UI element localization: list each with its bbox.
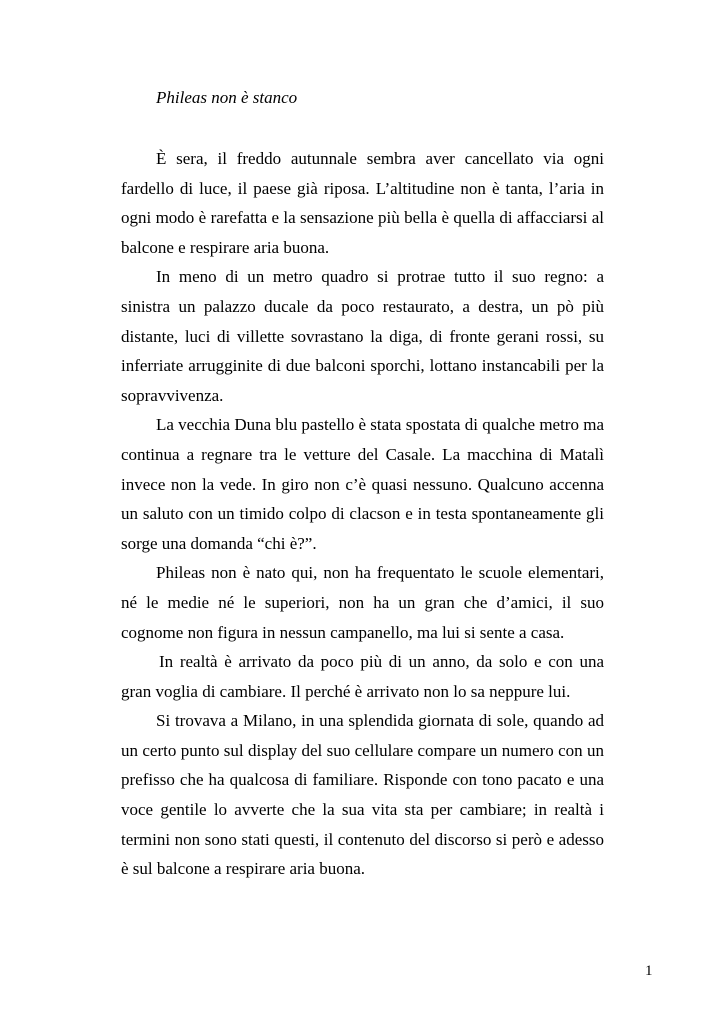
paragraph: Phileas non è nato qui, non ha frequentato le scuole elementari, né le medie né le superiori, non ha un gran che d’amici, il suo cognome non figura in nessun campanello, ma lui si sente a casa. <box>121 563 604 642</box>
chapter-title: Phileas non è stanco <box>156 88 298 107</box>
paragraph: È sera, il freddo autunnale sembra aver cancellato via ogni fardello di luce, il paese già riposa. L’altitudine non è tanta, l’aria in ogni modo è rarefatta e la sensazione più bella è quella di affacciarsi al balcone e respirare aria buona. <box>121 149 604 257</box>
paragraph: Si trovava a Milano, in una splendida giornata di sole, quando ad un certo punto sul display del suo cellulare compare un numero con un prefisso che ha qualcosa di familiare. Risponde con tono pacato e una voce gentile lo avverte che la sua vita sta per cambiare; in realtà i termini non sono stati questi, il contenuto del discorso si però e adesso è sul balcone a respirare aria buona. <box>121 711 604 879</box>
paragraph: In meno di un metro quadro si protrae tutto il suo regno: a sinistra un palazzo ducale da poco restaurato, a destra, un pò più distante, luci di villette sovrastano la diga, di fronte gerani rossi, su inferriate arrugginite di due balconi sporchi, lottano instancabili per la sopravvivenza. <box>121 267 604 405</box>
paragraph: La vecchia Duna blu pastello è stata spostata di qualche metro ma continua a regnare tra le vetture del Casale. La macchina di Matalì invece non la vede. In giro non c’è quasi nessuno. Qualcuno accenna un saluto con un timido colpo di clacson e in testa spontaneamente gli sorge una domanda “chi è?”. <box>121 415 604 553</box>
body-text <box>121 144 604 884</box>
paragraph: In realtà è arrivato da poco più di un anno, da solo e con una gran voglia di cambiare. Il perché è arrivato non lo sa neppure lui. <box>121 652 604 701</box>
page-number: 1 <box>645 963 653 979</box>
